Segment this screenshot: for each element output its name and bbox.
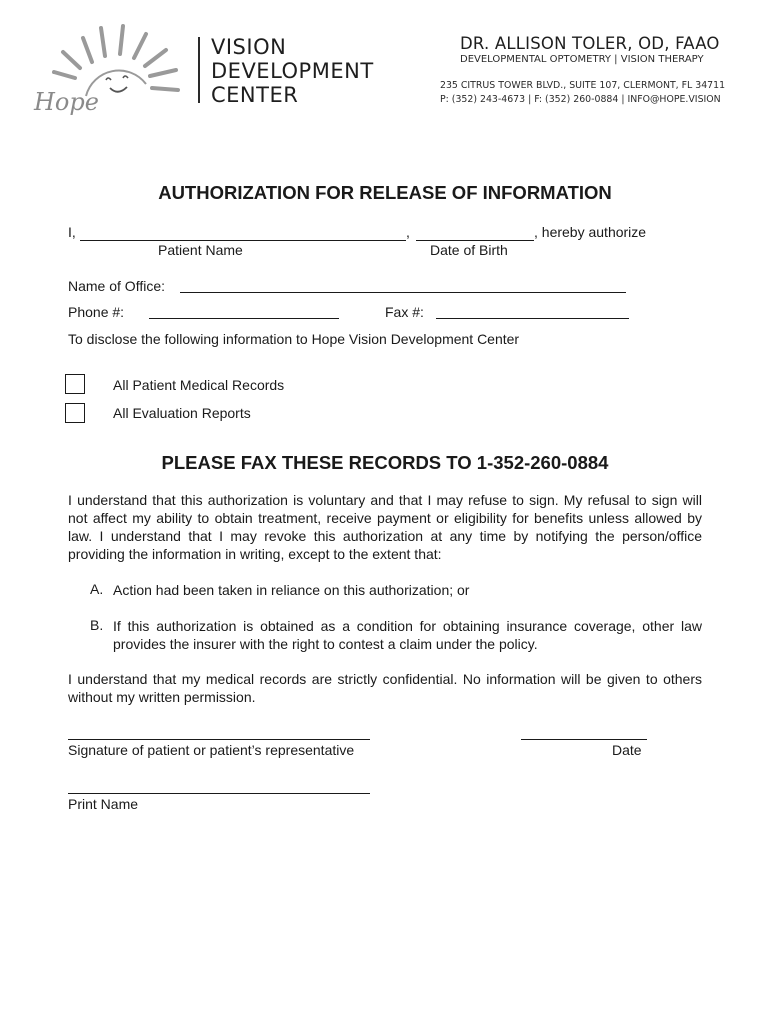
print-name-caption: Print Name — [68, 796, 139, 812]
signature-caption: Signature of patient or patient’s representative — [68, 742, 355, 758]
patient-name-field[interactable] — [80, 240, 406, 241]
item-b-text: If this authorization is obtained as a condition for obtaining insurance coverage, other law provides the insurer with the right to contest a claim under the policy. — [113, 618, 702, 652]
print-name-field[interactable] — [68, 793, 370, 794]
signature-field[interactable] — [68, 739, 370, 740]
date-caption: Date — [612, 742, 642, 758]
hereby-authorize-text: , hereby authorize — [534, 224, 647, 240]
confidentiality-paragraph: I understand that my medical records are strictly confidential. No information will be given to others without my written permission. — [68, 671, 702, 705]
org-name-line-2: DEVELOPMENT — [211, 59, 374, 83]
comma-separator: , — [406, 224, 410, 240]
fax-label: Fax #: — [385, 304, 424, 320]
doctor-specialty: DEVELOPMENTAL OPTOMETRY | VISION THERAPY — [460, 54, 704, 65]
authorization-paragraph: I understand that this authorization is voluntary and that I may refuse to sign. My refusal to sign will not affect my ability to obtain treatment, receive payment or eligibility for benefits unless allowed by law. I understand that I may revoke this authorization at any time by notifying the person/office providing the information in writing, except to the extent that: — [68, 492, 702, 562]
fax-field[interactable] — [436, 318, 629, 319]
medical-records-label: All Patient Medical Records — [113, 377, 285, 393]
org-name-line-3: CENTER — [211, 83, 299, 107]
fax-notice: PLEASE FAX THESE RECORDS TO 1-352-260-0884 — [161, 452, 609, 473]
practice-address: 235 CITRUS TOWER BLVD., SUITE 107, CLERMONT, FL 34711 — [440, 80, 726, 91]
item-b-letter: B. — [90, 617, 104, 633]
office-name-field[interactable] — [180, 292, 626, 293]
disclose-text: To disclose the following information to Hope Vision Development Center — [68, 331, 520, 347]
practice-contact: P: (352) 243-4673 | F: (352) 260-0884 | INFO@HOPE.VISION — [440, 94, 721, 105]
date-of-birth-field[interactable] — [416, 240, 534, 241]
office-label: Name of Office: — [68, 278, 166, 294]
patient-name-caption: Patient Name — [158, 242, 243, 258]
logo-divider — [198, 37, 200, 103]
phone-field[interactable] — [149, 318, 339, 319]
item-a-letter: A. — [90, 581, 104, 597]
form-title: AUTHORIZATION FOR RELEASE OF INFORMATION — [158, 182, 612, 203]
date-field[interactable] — [521, 739, 647, 740]
logo-script-text: Hope — [34, 88, 99, 116]
i-label: I, — [68, 224, 76, 240]
dob-caption: Date of Birth — [430, 242, 508, 258]
org-name-line-1: VISION — [211, 35, 287, 59]
doctor-name: DR. ALLISON TOLER, OD, FAAO — [460, 34, 720, 53]
evaluation-reports-checkbox[interactable] — [65, 403, 85, 423]
phone-label: Phone #: — [68, 304, 125, 320]
evaluation-reports-label: All Evaluation Reports — [113, 405, 251, 421]
medical-records-checkbox[interactable] — [65, 374, 85, 394]
hope-sun-logo — [28, 18, 198, 118]
item-a-text: Action had been taken in reliance on this authorization; or — [113, 582, 470, 598]
